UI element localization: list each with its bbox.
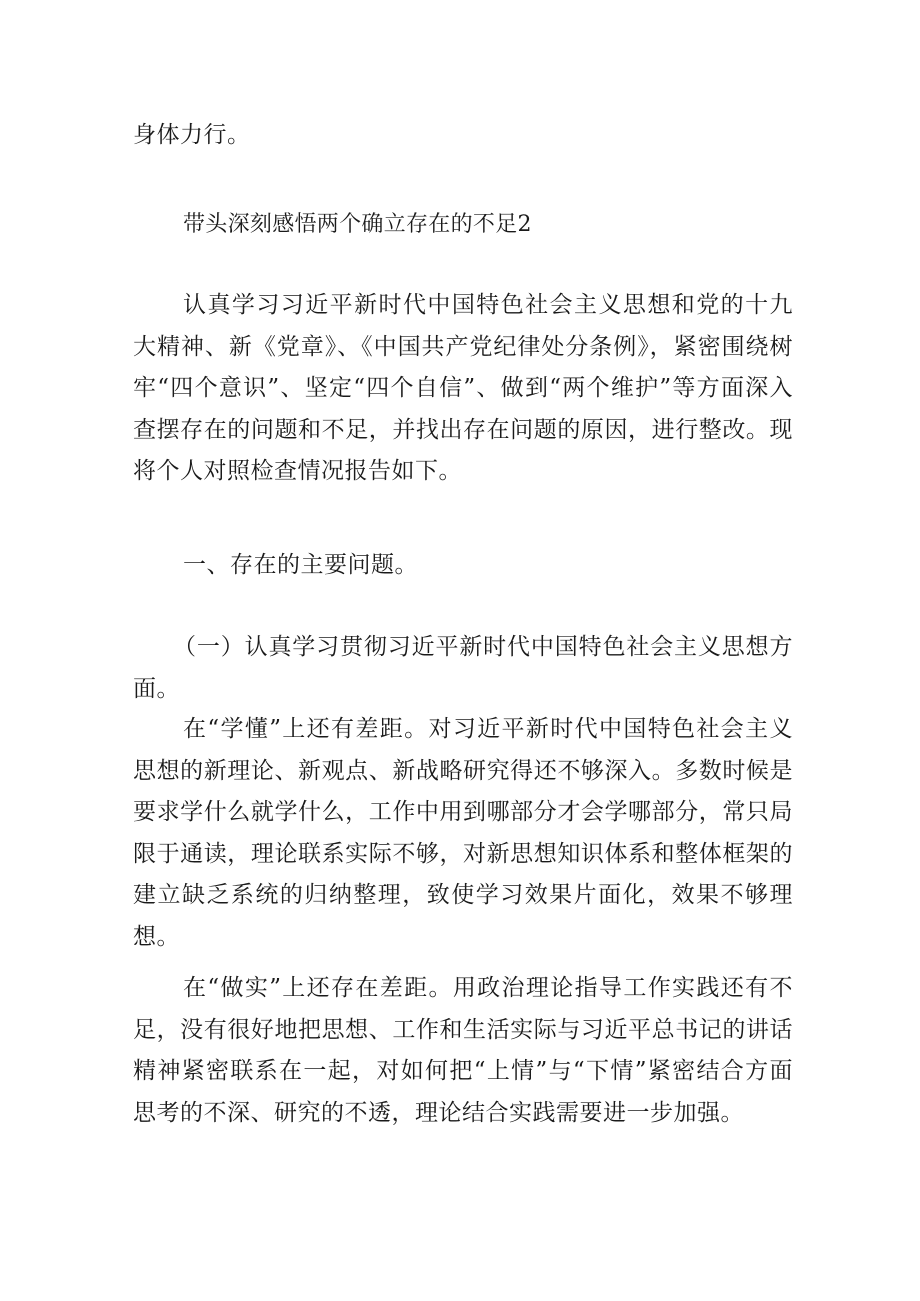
- paragraph-continuation: 身体力行。: [133, 122, 251, 148]
- heading-main-problems: 一、存在的主要问题。: [183, 552, 418, 578]
- paragraph-zuoshi: 在“做实”上还存在差距。用政治理论指导工作实践还有不足，没有很好地把思想、工作和生活实际与习近平总书记的讲话精神紧密联系在一起，对如何把“上情”与“下情”紧密结合方面思考的不深、研究的不透，理论结合实践需要进一步加强。: [133, 975, 793, 1126]
- heading-subsection-1: （一）认真学习贯彻习近平新时代中国特色社会主义思想方面。: [133, 634, 793, 702]
- paragraph-xuedong: 在“学懂”上还有差距。对习近平新时代中国特色社会主义思想的新理论、新观点、新战略研究得还不够深入。多数时候是要求学什么就学什么，工作中用到哪部分才会学哪部分，常只局限于通读，理论联系实际不够，对新思想知识体系和整体框架的建立缺乏系统的归纳整理，致使学习效果片面化，效果不够理想。: [133, 716, 793, 950]
- section-title: 带头深刻感悟两个确立存在的不足2: [183, 212, 532, 237]
- paragraph-intro: 认真学习习近平新时代中国特色社会主义思想和党的十九大精神、新《党章》、《中国共产党纪律处分条例》，紧密围绕树牢“四个意识”、坚定“四个自信”、做到“两个维护”等方面深入查摆存在的问题和不足，并找出存在问题的原因，进行整改。现将个人对照检查情况报告如下。: [133, 292, 793, 484]
